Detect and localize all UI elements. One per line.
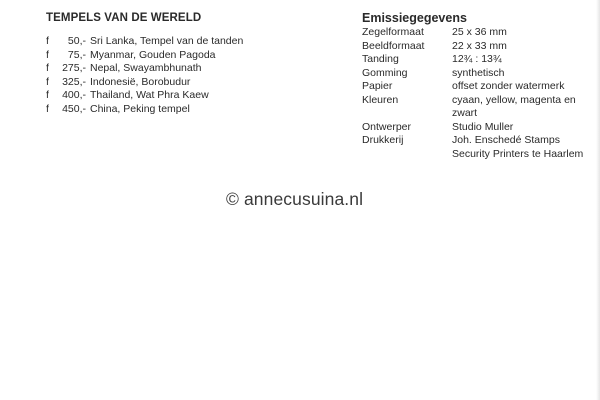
spec-value xyxy=(452,53,592,67)
stamp-currency: f xyxy=(46,62,49,74)
stamp-description: Thailand, Wat Phra Kaew xyxy=(90,89,209,101)
stamp-value: 325,- xyxy=(62,75,86,88)
stamp-description: China, Peking tempel xyxy=(90,102,190,115)
stamp-currency: f xyxy=(46,35,49,47)
spec-value xyxy=(452,40,592,54)
spec-label: Ontwerper xyxy=(362,120,412,133)
stamp-list-item xyxy=(46,62,316,76)
stamp-list-item xyxy=(46,35,316,49)
spec-value-line: cyaan, yellow, magenta en xyxy=(452,93,576,106)
issue-details-title: Emissiegegevens xyxy=(362,11,467,25)
spec-value-line: Studio Muller xyxy=(452,120,514,133)
page-edge-shadow xyxy=(596,0,600,400)
spec-row-zegelformaat xyxy=(362,26,592,40)
stamp-list-item xyxy=(46,89,316,103)
stamp-currency: f xyxy=(46,89,49,101)
spec-value-line: 25 x 36 mm xyxy=(452,26,507,38)
spec-row-tanding xyxy=(362,53,592,67)
spec-row-papier xyxy=(362,80,592,94)
spec-value xyxy=(452,134,592,161)
spec-label: Tanding xyxy=(362,53,399,65)
spec-label: Drukkerij xyxy=(362,134,404,146)
stamp-list-item xyxy=(46,103,316,117)
stamp-description: Indonesië, Borobudur xyxy=(90,75,191,88)
stamp-value: 75,- xyxy=(67,48,86,61)
spec-label: Zegelformaat xyxy=(362,26,424,38)
spec-row-gomming xyxy=(362,67,592,81)
spec-row-drukkerij xyxy=(362,134,592,161)
stamp-list-item xyxy=(46,76,316,90)
spec-value-line: 22 x 33 mm xyxy=(452,39,507,52)
spec-value-line: synthetisch xyxy=(452,66,505,79)
stamp-description: Sri Lanka, Tempel van de tanden xyxy=(90,35,244,47)
stamp-value: 50,- xyxy=(67,35,86,47)
spec-value-line: Security Printers te Haarlem xyxy=(452,147,584,160)
stamp-description: Nepal, Swayambhunath xyxy=(90,62,202,74)
spec-label: Beeldformaat xyxy=(362,39,425,52)
stamp-description: Myanmar, Gouden Pagoda xyxy=(90,48,216,61)
spec-row-beeldformaat xyxy=(362,40,592,54)
spec-value-line: zwart xyxy=(452,107,478,119)
spec-value-line: offset zonder watermerk xyxy=(452,80,565,92)
spec-row-ontwerper xyxy=(362,121,592,135)
stamp-list-item xyxy=(46,49,316,63)
copyright-watermark: © annecusuina.nl xyxy=(226,189,364,209)
spec-value xyxy=(452,80,592,94)
stamp-value: 400,- xyxy=(62,89,86,101)
issue-details-section xyxy=(362,11,592,161)
spec-value-line: 12¾ : 13¾ xyxy=(452,53,502,65)
stamp-series-title: TEMPELS VAN DE WERELD xyxy=(46,12,202,24)
spec-value xyxy=(452,121,592,135)
spec-value xyxy=(452,26,592,40)
spec-value xyxy=(452,94,592,121)
spec-label: Gomming xyxy=(362,66,408,79)
stamp-currency: f xyxy=(46,102,49,115)
stamp-list-section xyxy=(46,12,316,116)
spec-label: Kleuren xyxy=(362,93,399,106)
spec-value xyxy=(452,67,592,81)
spec-row-kleuren xyxy=(362,94,592,121)
spec-value-line: Joh. Enschedé Stamps xyxy=(452,134,560,146)
stamp-value: 275,- xyxy=(62,62,86,74)
spec-label: Papier xyxy=(362,80,393,92)
stamp-value: 450,- xyxy=(62,102,86,115)
stamp-currency: f xyxy=(46,48,49,61)
stamp-currency: f xyxy=(46,75,49,88)
